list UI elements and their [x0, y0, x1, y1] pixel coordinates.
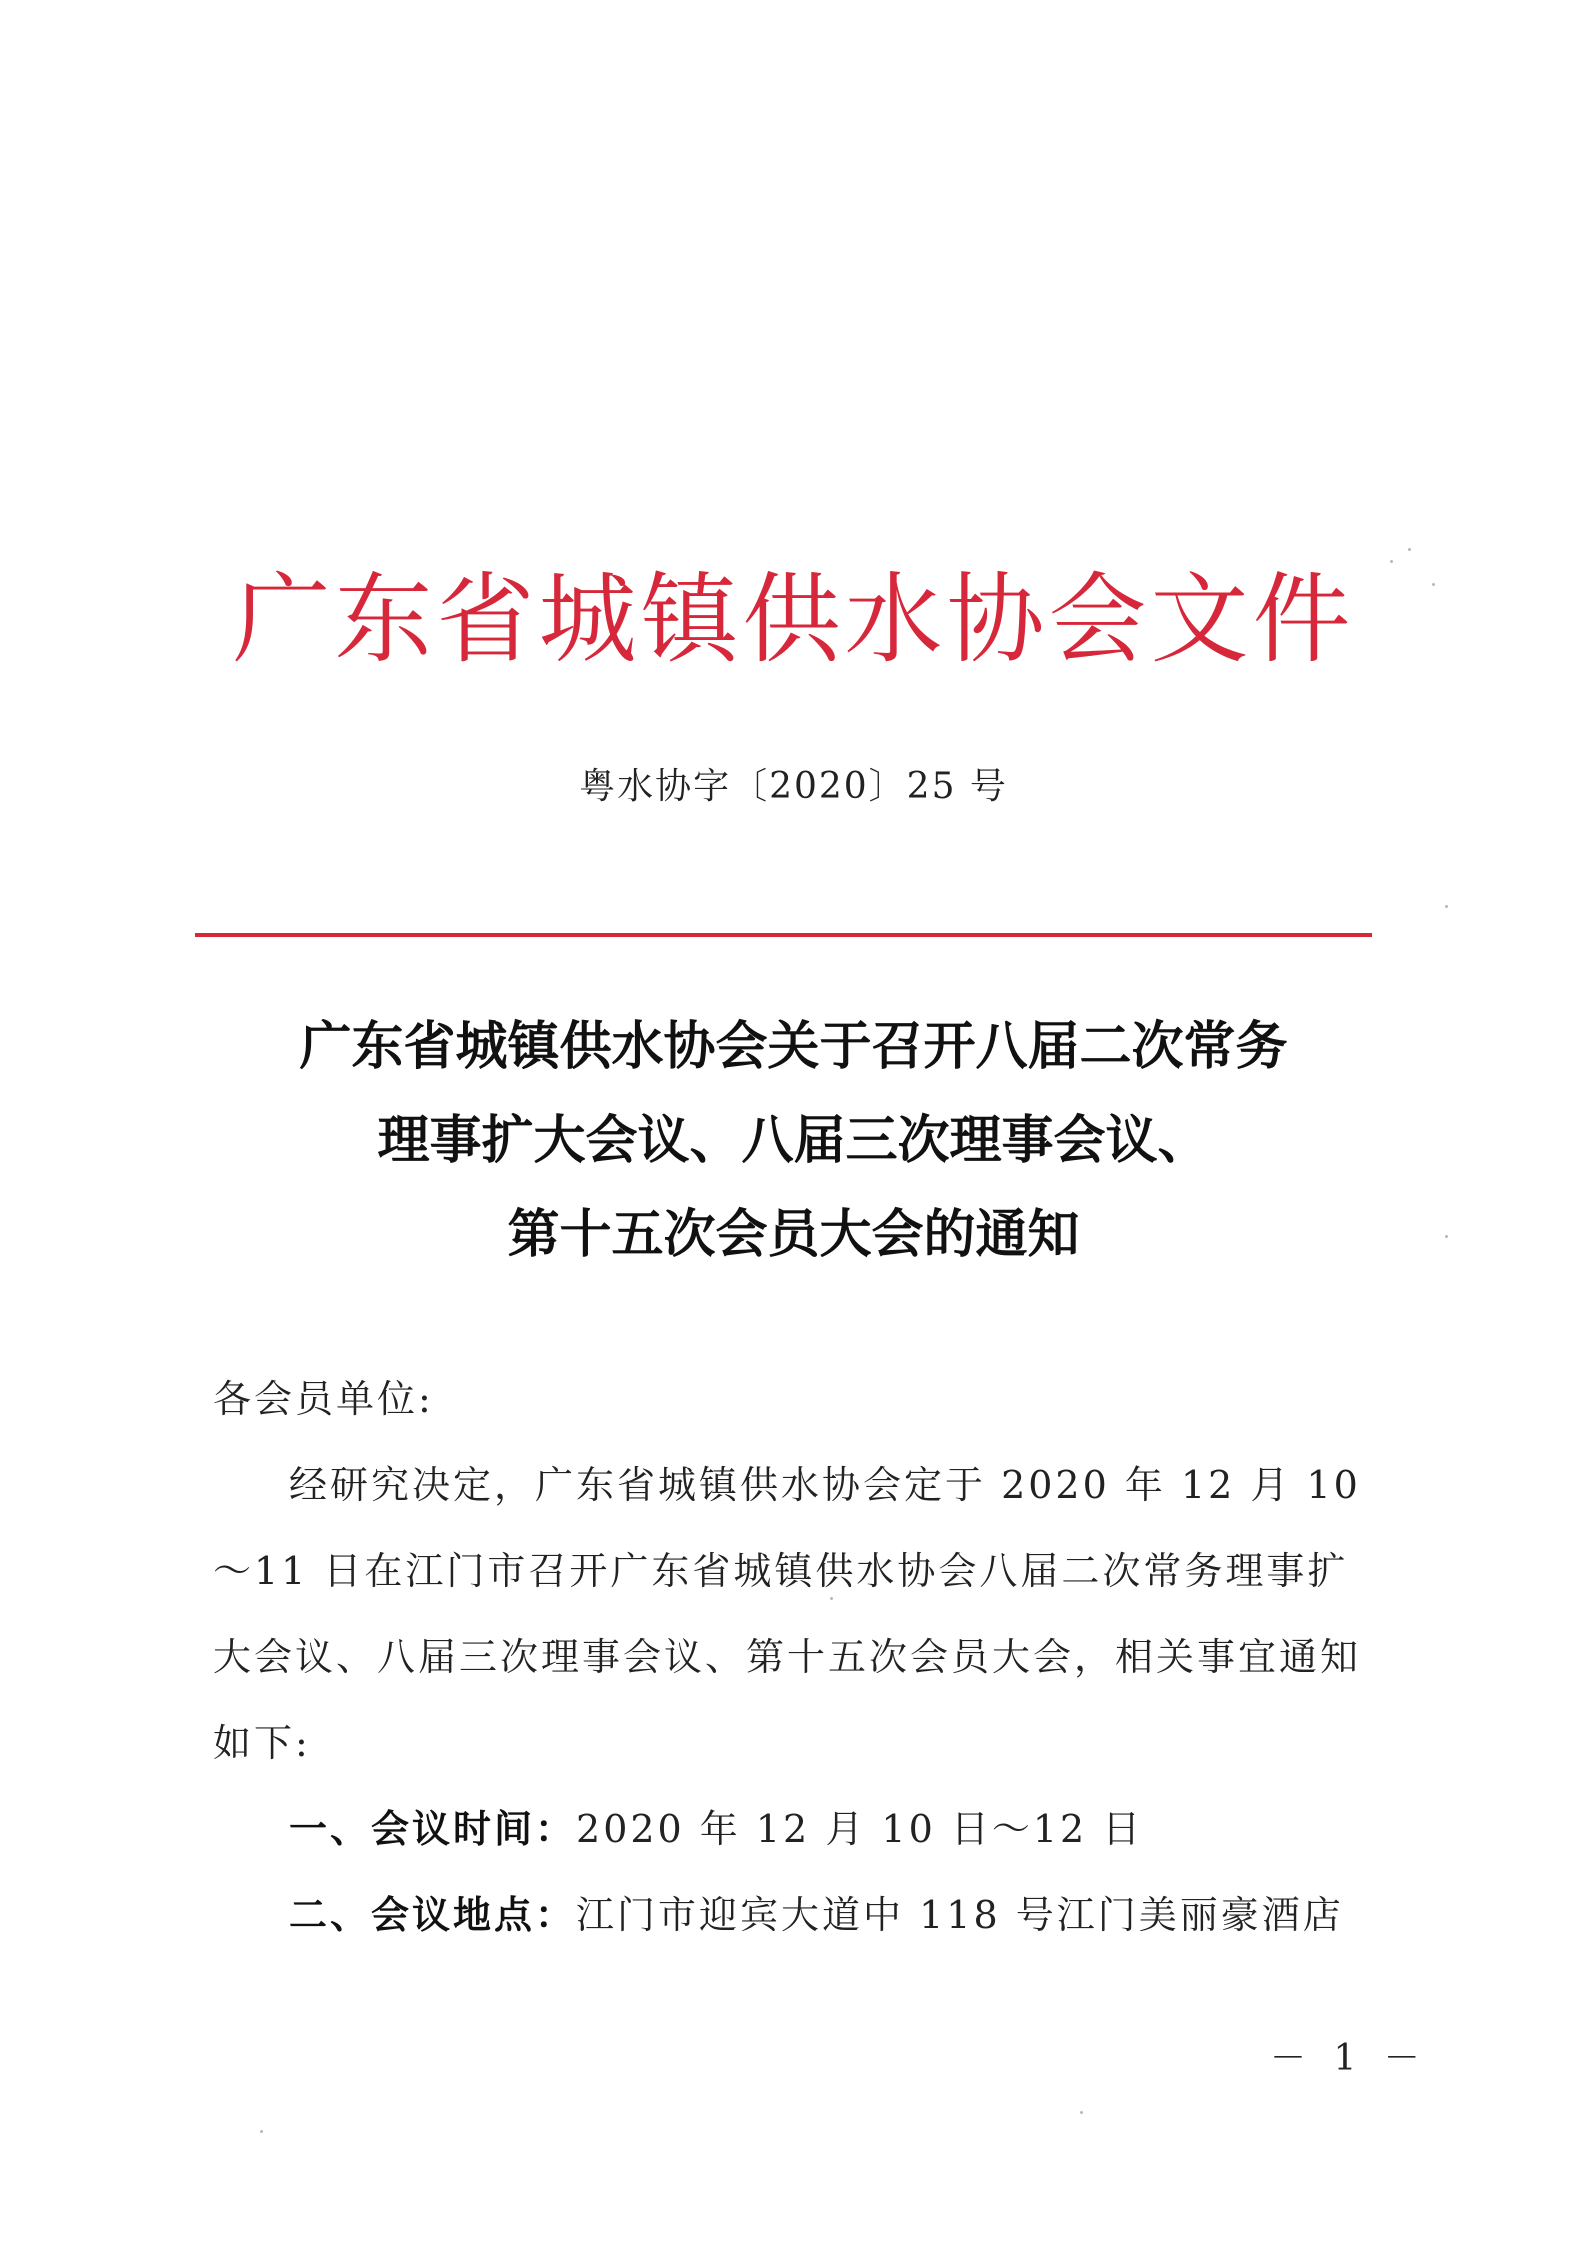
page-number: － 1 － — [1270, 2038, 1428, 2079]
meeting-location-label: 二、会议地点： — [289, 1893, 577, 1937]
scan-speck — [1408, 548, 1411, 551]
scan-speck — [1432, 583, 1435, 586]
salutation: 各会员单位: — [213, 1377, 434, 1421]
meeting-location-item — [213, 1872, 1373, 1958]
notice-title — [200, 1000, 1387, 1282]
scan-speck — [1080, 2111, 1083, 2114]
notice-body — [213, 1356, 1373, 1958]
meeting-time-label: 一、会议时间： — [289, 1807, 577, 1851]
notice-title-line-1: 广东省城镇供水协会关于召开八届二次常务 — [299, 1016, 1288, 1077]
notice-title-line-3: 第十五次会员大会的通知 — [507, 1204, 1080, 1265]
scan-speck — [1445, 1235, 1448, 1238]
notice-title-line-2: 理事扩大会议、八届三次理事会议、 — [377, 1110, 1210, 1171]
scan-speck — [260, 2130, 263, 2133]
meeting-location-value: 江门市迎宾大道中 118 号江门美丽豪酒店 — [576, 1893, 1344, 1937]
letterhead-title: 广东省城镇供水协会文件 — [232, 563, 1355, 677]
red-divider-line — [195, 933, 1372, 937]
meeting-time-item — [213, 1786, 1373, 1872]
scan-speck — [1445, 905, 1448, 908]
scan-speck — [1390, 560, 1393, 563]
intro-paragraph: 经研究决定，广东省城镇供水协会定于 2020 年 12 月 10～11 日在江门市召开广东省城镇供水协会八届二次常务理事扩大会议、八届三次理事会议、第十五次会员大会，相关事宜通知如下: — [213, 1463, 1362, 1765]
document-number: 粤水协字〔2020〕25 号 — [579, 766, 1008, 807]
scan-speck — [830, 1597, 833, 1600]
meeting-time-value: 2020 年 12 月 10 日～12 日 — [576, 1807, 1144, 1851]
